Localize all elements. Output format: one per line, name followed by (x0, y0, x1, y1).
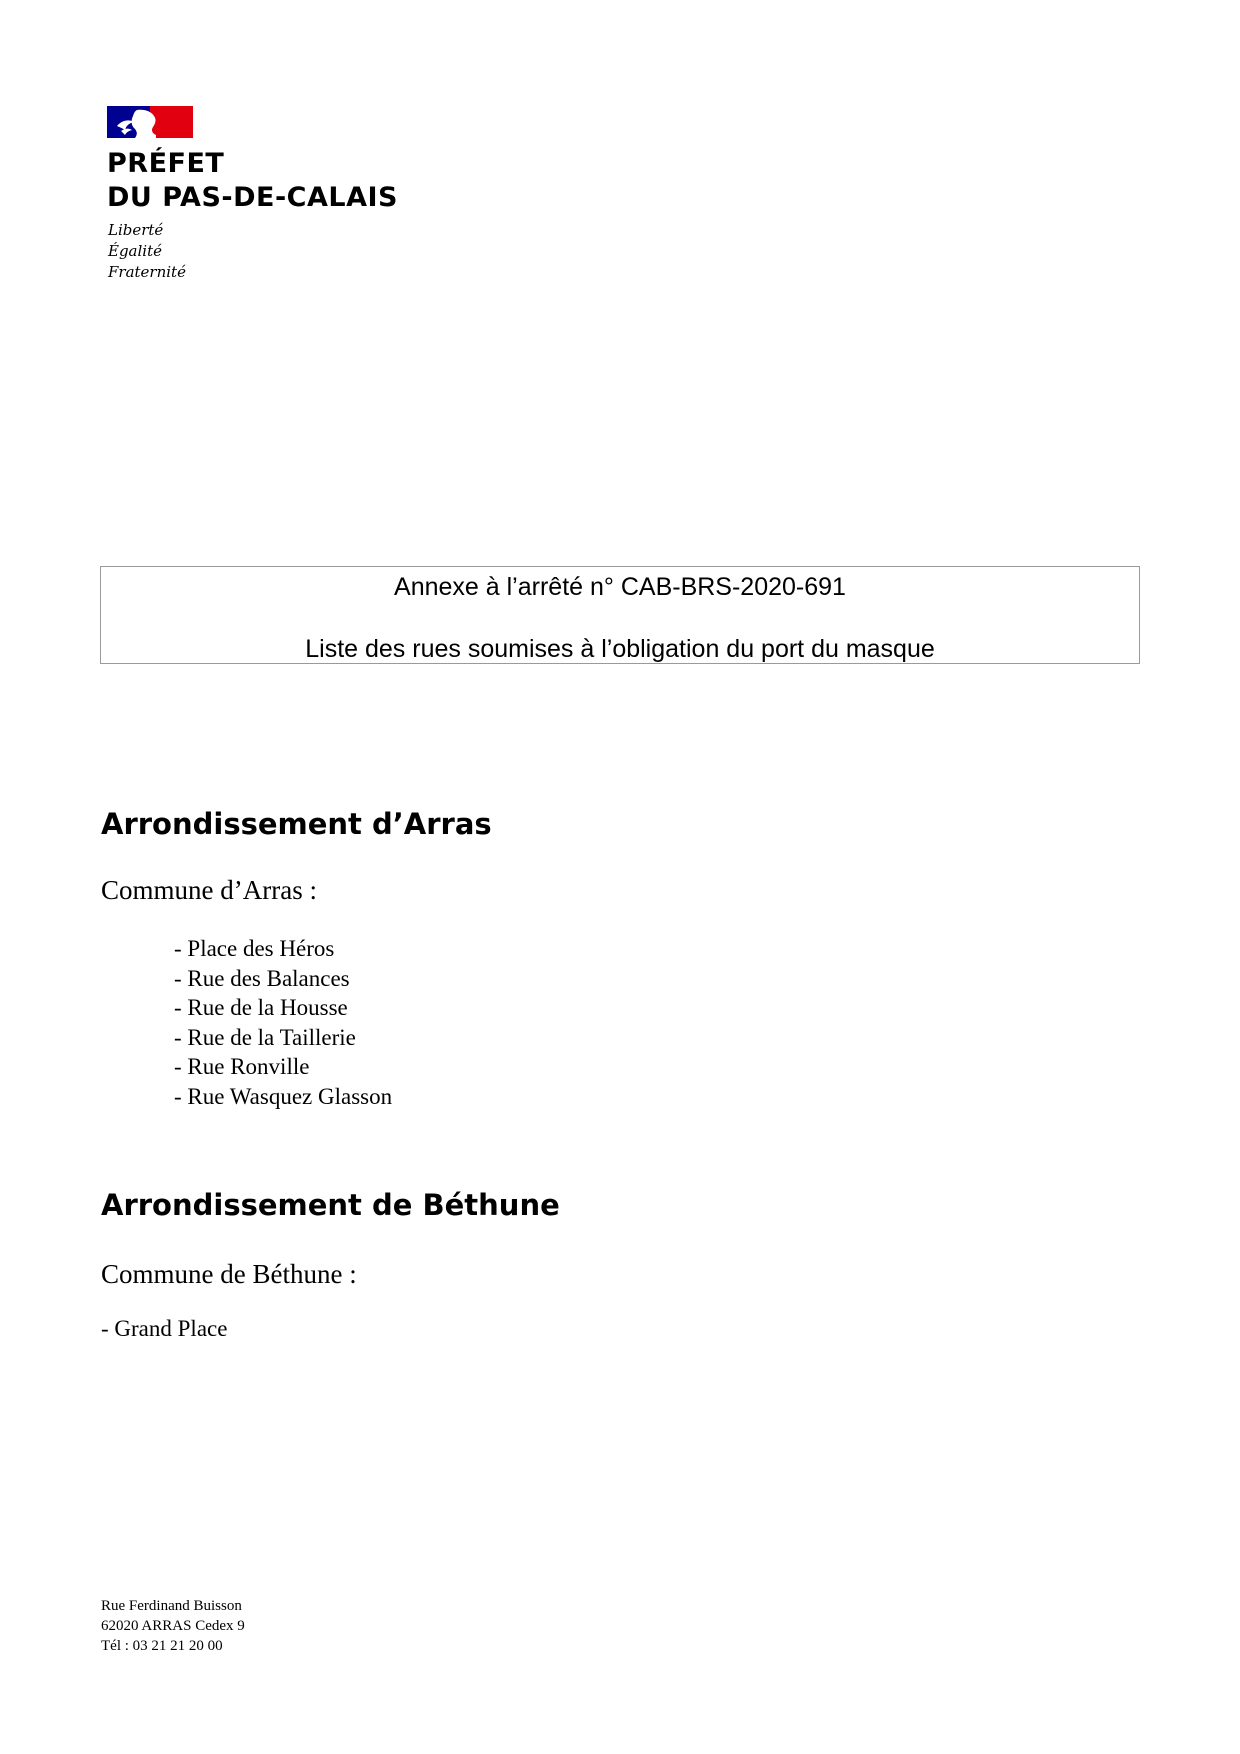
list-item: - Rue Ronville (174, 1054, 310, 1080)
prefecture-title-line1: PRÉFET (107, 148, 225, 179)
prefecture-title-line2: DU PAS-DE-CALAIS (107, 182, 398, 213)
street-list-arras (174, 934, 392, 1112)
list-item: - Grand Place (101, 1316, 228, 1341)
annex-title-box (100, 566, 1140, 664)
prefecture-title (107, 147, 398, 215)
footer-street: Rue Ferdinand Buisson (101, 1598, 242, 1614)
annex-reference: Annexe à l’arrêté n° CAB-BRS-2020-691 (394, 573, 846, 601)
list-item: - Rue Wasquez Glasson (174, 1083, 393, 1109)
motto-liberte: Liberté (108, 221, 164, 239)
marianne-flag-icon (107, 106, 193, 138)
footer-address (101, 1596, 245, 1656)
marianne-logo (107, 106, 193, 138)
footer-city: 62020 ARRAS Cedex 9 (101, 1618, 245, 1634)
motto-fraternite: Fraternité (108, 263, 186, 281)
section-heading-bethune: Arrondissement de Béthune (101, 1188, 560, 1222)
republic-motto (108, 220, 186, 283)
commune-label-arras: Commune d’Arras : (101, 875, 317, 905)
list-item: - Rue des Balances (174, 965, 350, 991)
list-item: - Rue de la Housse (174, 995, 348, 1021)
section-heading-arras: Arrondissement d’Arras (101, 807, 492, 841)
motto-egalite: Égalité (108, 242, 162, 260)
list-item: - Rue de la Taillerie (174, 1024, 356, 1050)
street-list-bethune (101, 1314, 227, 1344)
footer-phone: Tél : 03 21 21 20 00 (101, 1638, 223, 1654)
list-item: - Place des Héros (174, 936, 335, 961)
commune-label-bethune: Commune de Béthune : (101, 1259, 357, 1289)
annex-subject: Liste des rues soumises à l’obligation du port du masque (305, 635, 935, 663)
